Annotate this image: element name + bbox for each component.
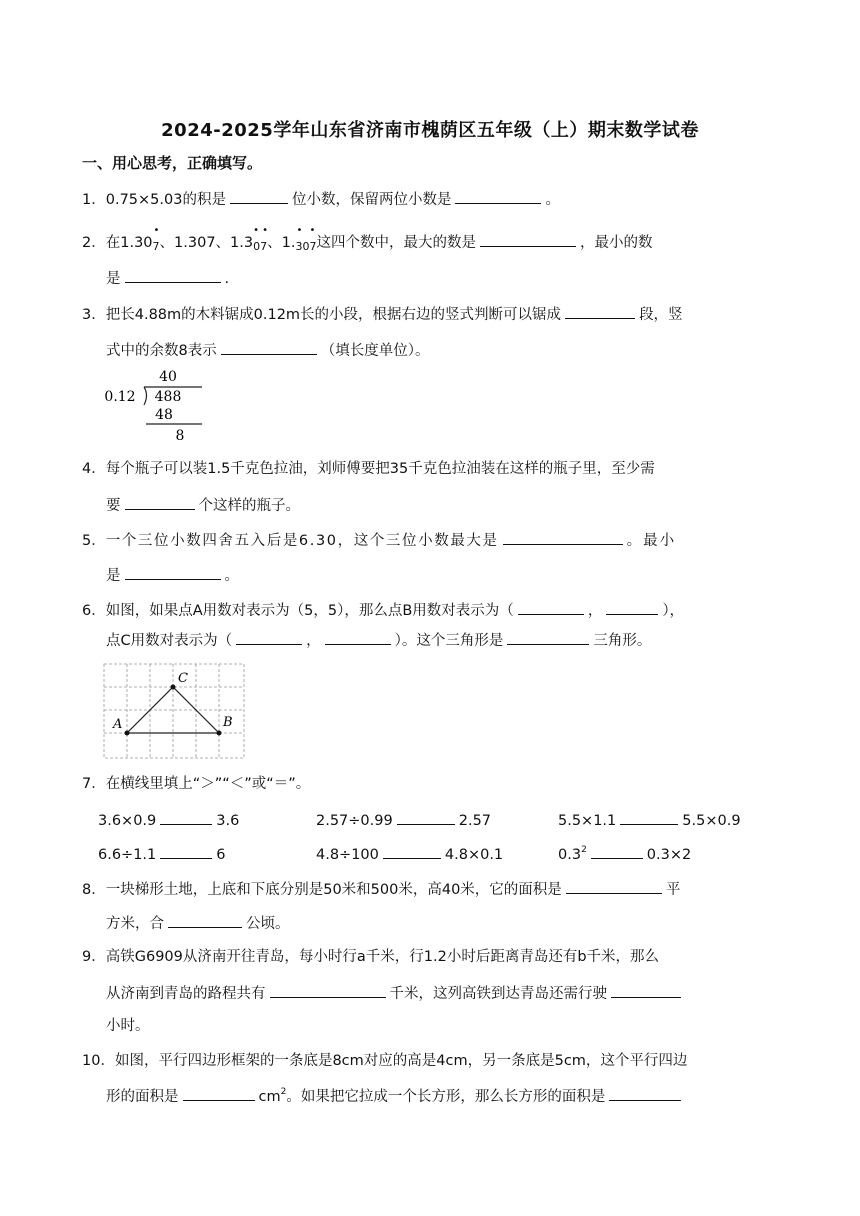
question-text: ，最小的数 <box>579 235 653 251</box>
question-8 <box>82 877 680 899</box>
answer-blank[interactable] <box>507 628 589 645</box>
question-text: 三角形。 <box>593 633 652 649</box>
question-number: 5． <box>82 533 106 549</box>
question-text: 是 <box>106 271 121 287</box>
answer-blank[interactable] <box>325 628 391 645</box>
question-text: 把长4.88m的木料锯成0.12m长的小段，根据右边的竖式判断可以锯成 <box>105 307 562 323</box>
answer-blank[interactable] <box>503 528 623 545</box>
question-8-cont <box>106 911 290 933</box>
point-a-label: A <box>113 717 123 732</box>
question-text: 位小数，保留两位小数是 <box>291 192 452 208</box>
answer-blank[interactable] <box>221 338 317 355</box>
question-text: 高铁G6909从济南开往青岛，每小时行a千米，行1.2小时后距离青岛还有b千米，那么 <box>105 949 660 965</box>
question-text: 在横线里填上“＞”“＜”或“＝”。 <box>105 776 311 792</box>
repeating-decimal: • $_7$ <box>152 225 160 253</box>
question-text: 、1. <box>267 235 296 251</box>
answer-blank[interactable] <box>606 598 658 615</box>
answer-blank[interactable] <box>620 808 678 825</box>
question-text: 0.75×5.03的积是 <box>105 192 226 208</box>
question-10 <box>82 1050 687 1072</box>
question-9-cont <box>106 981 685 1003</box>
question-text: ， <box>306 633 321 649</box>
repeating-decimal: • • $_{07}$ <box>253 225 269 253</box>
repeating-decimal: • $_{07}$ <box>302 225 317 253</box>
question-text: 在1.30 <box>105 235 153 251</box>
long-division-figure <box>102 365 206 445</box>
question-number: 1． <box>82 192 106 208</box>
question-3 <box>82 302 683 324</box>
question-text: 如图，平行四边形框架的一条底是8cm对应的高是4cm，另一条底是5cm，这个平行四边 <box>114 1053 688 1069</box>
question-number: 7． <box>82 776 106 792</box>
answer-blank[interactable] <box>230 187 288 204</box>
question-number: 2． <box>82 235 106 251</box>
question-2 <box>82 225 653 253</box>
answer-blank[interactable] <box>160 842 212 859</box>
answer-blank[interactable] <box>236 628 302 645</box>
point-c-label: C <box>178 671 188 686</box>
question-text: ）， <box>662 603 685 619</box>
question-9 <box>82 946 659 968</box>
compare-item: 5.5×1.1 5.5×0.9 <box>558 808 741 832</box>
answer-blank[interactable] <box>125 266 221 283</box>
question-2-cont <box>106 266 229 288</box>
question-5-cont <box>106 563 239 585</box>
question-text: 平 <box>665 882 681 898</box>
question-6-cont <box>106 628 651 650</box>
page-title: 2024-2025学年山东省济南市槐荫区五年级（上）期末数学试卷 <box>161 120 699 141</box>
question-text: cm <box>258 1089 281 1105</box>
answer-blank[interactable] <box>168 911 242 928</box>
answer-blank[interactable] <box>518 598 584 615</box>
question-text: 从济南到青岛的路程共有 <box>106 986 266 1002</box>
section-heading: 一、用心思考，正确填写。 <box>82 154 263 172</box>
answer-blank[interactable] <box>270 981 386 998</box>
answer-blank[interactable] <box>609 1084 681 1101</box>
question-text: ）。这个三角形是 <box>394 633 504 649</box>
grid-triangle-figure <box>102 662 246 760</box>
answer-blank[interactable] <box>480 230 576 247</box>
point-b-label: B <box>223 715 233 730</box>
question-text: ， <box>587 603 603 619</box>
question-9-cont-2 <box>106 1015 150 1037</box>
question-text: 一块梯形土地，上底和下底分别是50米和500米，高40米，它的面积是 <box>105 882 562 898</box>
question-text: 。 <box>224 568 239 584</box>
divisor: 0.12 <box>104 389 136 405</box>
answer-blank[interactable] <box>160 808 212 825</box>
answer-blank[interactable] <box>397 808 455 825</box>
compare-item: $0.3^2$ 0.3×2 <box>558 842 691 866</box>
question-text: （填长度单位）。 <box>320 343 430 359</box>
question-number: 6． <box>82 603 106 619</box>
answer-blank[interactable] <box>566 877 662 894</box>
question-text: 点C用数对表示为（ <box>106 633 233 649</box>
question-text: 段，竖 <box>639 307 683 323</box>
answer-blank[interactable] <box>565 302 635 319</box>
compare-item: 2.57÷0.99 2.57 <box>316 808 491 832</box>
dividend: 488 <box>154 389 182 405</box>
question-text: 是 <box>106 568 121 584</box>
question-text: 如图，如果点A用数对表示为（5，5），那么点B用数对表示为（ <box>105 603 514 619</box>
answer-blank[interactable] <box>591 842 643 859</box>
product: 48 <box>155 407 173 423</box>
question-number: 4． <box>82 461 106 477</box>
question-10-cont: 形的面积是 $cm^2$。如果把它拉成一个长方形，那么长方形的面积是 <box>106 1084 685 1106</box>
remainder: 8 <box>175 428 185 444</box>
question-text: 。如果把它拉成一个长方形，那么长方形的面积是 <box>286 1089 606 1105</box>
question-number: 9． <box>82 949 106 965</box>
question-4-cont <box>106 493 300 515</box>
question-text: 形的面积是 <box>106 1089 179 1105</box>
question-number: 10． <box>82 1053 115 1069</box>
question-text: 每个瓶子可以装1.5千克色拉油，刘师傅要把35千克色拉油装在这样的瓶子里，至少需 <box>105 461 655 477</box>
quotient: 40 <box>159 369 177 385</box>
answer-blank[interactable] <box>125 493 195 510</box>
question-text: 。最小 <box>626 533 677 549</box>
question-3-cont <box>106 338 429 360</box>
question-text: 公顷。 <box>246 916 290 932</box>
answer-blank[interactable] <box>611 981 681 998</box>
question-5 <box>82 528 676 550</box>
question-text: 小时。 <box>106 1018 150 1034</box>
repeating-decimal: • $_3$ <box>295 225 303 253</box>
question-6 <box>82 598 684 620</box>
compare-item: 4.8÷100 4.8×0.1 <box>316 842 503 866</box>
question-text: 、1.307、1.3 <box>159 235 254 251</box>
question-7 <box>82 773 310 795</box>
question-text: 这四个数中，最大的数是 <box>316 235 476 251</box>
compare-item: 3.6×0.9 3.6 <box>98 808 239 832</box>
question-text: 一个三位小数四舍五入后是6.30，这个三位小数最大是 <box>105 533 499 549</box>
answer-blank[interactable] <box>183 1084 255 1101</box>
question-text: 方米，合 <box>106 916 164 932</box>
question-number: 3． <box>82 307 106 323</box>
answer-blank[interactable] <box>455 187 541 204</box>
question-text: 个这样的瓶子。 <box>198 498 300 514</box>
question-number: 8． <box>82 882 106 898</box>
question-text: . <box>224 271 230 287</box>
question-4 <box>82 458 655 480</box>
question-text: 要 <box>106 498 121 514</box>
compare-item: 6.6÷1.1 6 <box>98 842 226 866</box>
answer-blank[interactable] <box>383 842 441 859</box>
question-1 <box>82 187 560 209</box>
answer-blank[interactable] <box>125 563 221 580</box>
question-text: 千米，这列高铁到达青岛还需行驶 <box>389 986 607 1002</box>
question-text: 式中的余数8表示 <box>106 343 217 359</box>
question-text: 。 <box>545 192 560 208</box>
